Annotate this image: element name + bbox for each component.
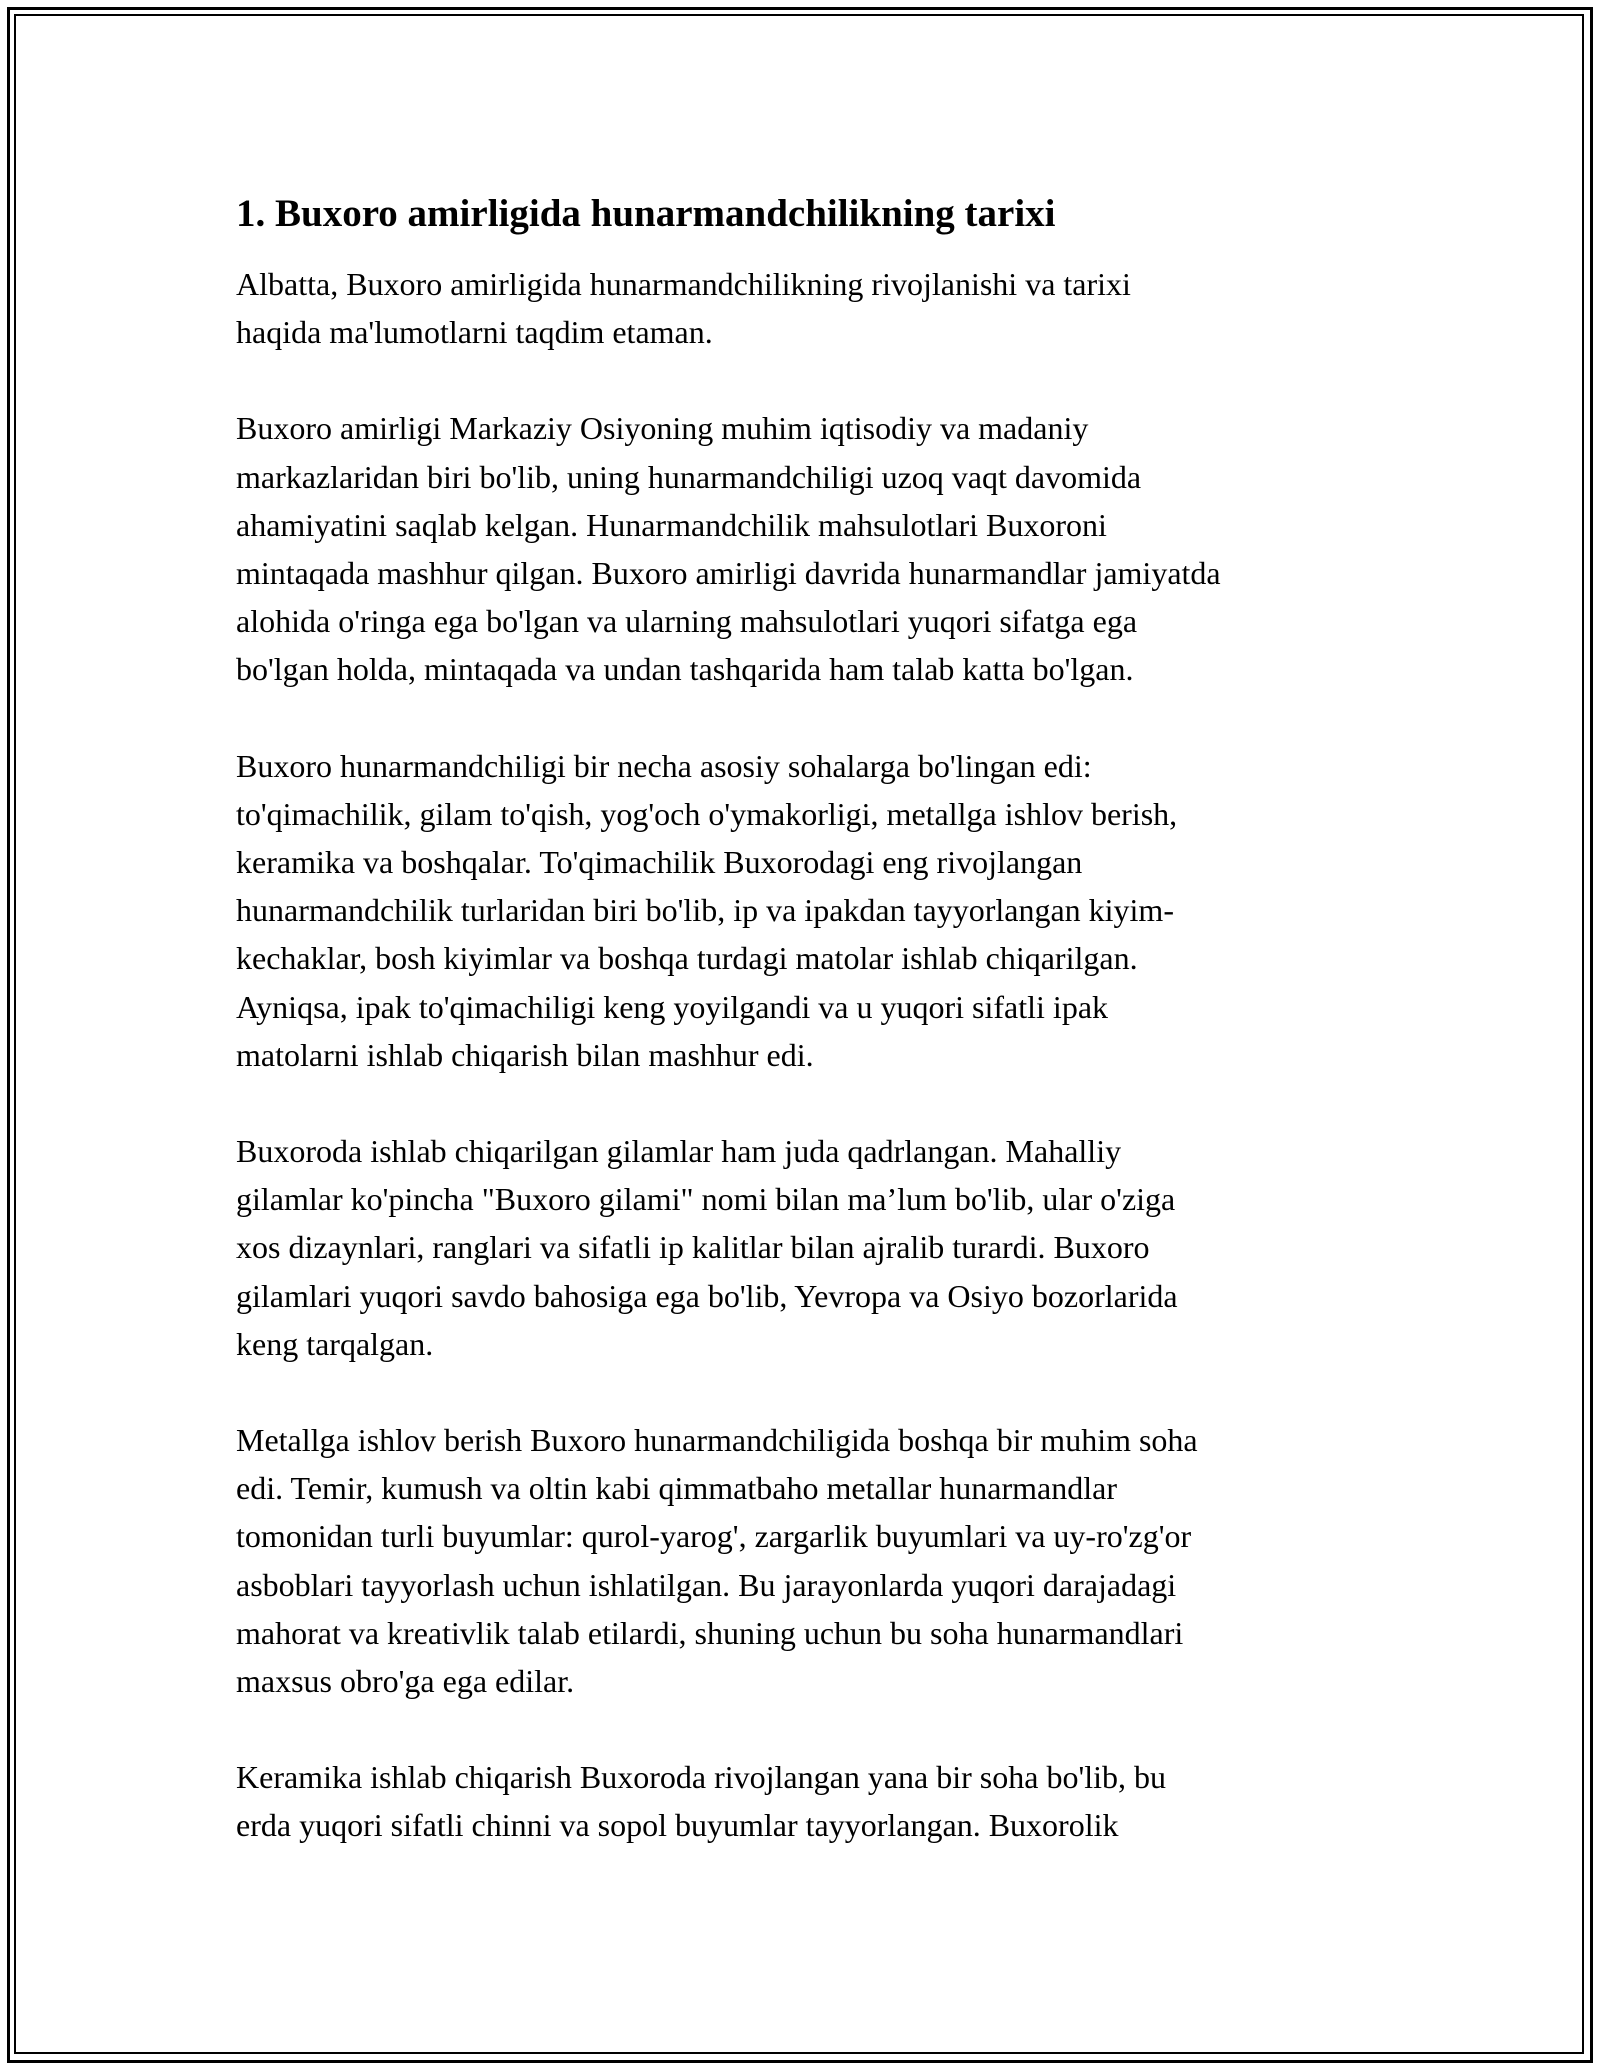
paragraph-textiles — [236, 742, 1366, 1079]
paragraph-overview — [236, 404, 1366, 693]
text-line: keng tarqalgan. — [236, 1325, 434, 1362]
text-line: mahorat va kreativlik talab etilardi, shuning uchun bu soha hunarmandlari — [236, 1614, 1184, 1651]
paragraph-metalwork — [236, 1416, 1366, 1705]
text-line: to'qimachilik, gilam to'qish, yog'och o'ymakorligi, metallga ishlov berish, — [236, 795, 1178, 832]
text-line: hunarmandchilik turlaridan biri bo'lib, ip va ipakdan tayyorlangan kiyim- — [236, 892, 1174, 929]
text-line: Buxoroda ishlab chiqarilgan gilamlar ham juda qadrlangan. Mahalliy — [236, 1133, 1122, 1170]
text-line: erda yuqori sifatli chinni va sopol buyumlar tayyorlangan. Buxorolik — [236, 1807, 1119, 1844]
text-line: tomonidan turli buyumlar: qurol-yarog', zargarlik buyumlari va uy-ro'zg'or — [236, 1518, 1192, 1555]
paragraph-carpets — [236, 1127, 1366, 1368]
paragraph-intro — [236, 260, 1366, 356]
text-line: Buxoro amirligi Markaziy Osiyoning muhim iqtisodiy va madaniy — [236, 410, 1089, 447]
text-line: ahamiyatini saqlab kelgan. Hunarmandchilik mahsulotlari Buxoroni — [236, 506, 1107, 543]
text-line: maxsus obro'ga ega edilar. — [236, 1663, 575, 1700]
text-line: xos dizaynlari, ranglari va sifatli ip kalitlar bilan ajralib turardi. Buxoro — [236, 1229, 1150, 1266]
document-body — [236, 186, 1366, 1898]
text-line: bo'lgan holda, mintaqada va undan tashqarida ham talab katta bo'lgan. — [236, 651, 1134, 688]
text-line: edi. Temir, kumush va oltin kabi qimmatbaho metallar hunarmandlar — [236, 1470, 1117, 1507]
text-line: mintaqada mashhur qilgan. Buxoro amirligi davrida hunarmandlar jamiyatda — [236, 555, 1221, 592]
text-line: Albatta, Buxoro amirligida hunarmandchilikning rivojlanishi va tarixi — [236, 266, 1131, 302]
text-line: Keramika ishlab chiqarish Buxoroda rivojlangan yana bir soha bo'lib, bu — [236, 1759, 1166, 1796]
text-line: matolarni ishlab chiqarish bilan mashhur edi. — [236, 1036, 814, 1073]
text-line: gilamlar ko'pincha "Buxoro gilami" nomi bilan ma’lum bo'lib, ular o'ziga — [236, 1181, 1176, 1218]
text-line: haqida ma'lumotlarni taqdim etaman. — [236, 314, 713, 351]
text-line: Buxoro hunarmandchiligi bir necha asosiy sohalarga bo'lingan edi: — [236, 747, 1092, 784]
paragraph-ceramics — [236, 1753, 1366, 1849]
text-line: keramika va boshqalar. To'qimachilik Buxorodagi eng rivojlangan — [236, 844, 1083, 881]
text-line: Metallga ishlov berish Buxoro hunarmandchiligida boshqa bir muhim soha — [236, 1422, 1198, 1459]
text-line: gilamlari yuqori savdo bahosiga ega bo'lib, Yevropa va Osiyo bozorlarida — [236, 1277, 1178, 1314]
text-line: alohida o'ringa ega bo'lgan va ularning mahsulotlari yuqori sifatga ega — [236, 603, 1138, 640]
section-heading: 1. Buxoro amirligida hunarmandchilikning tarixi — [236, 192, 1056, 235]
text-line: asboblari tayyorlash uchun ishlatilgan. Bu jarayonlarda yuqori darajadagi — [236, 1566, 1177, 1603]
text-line: markazlaridan biri bo'lib, uning hunarmandchiligi uzoq vaqt davomida — [236, 458, 1142, 495]
text-line: Ayniqsa, ipak to'qimachiligi keng yoyilgandi va u yuqori sifatli ipak — [236, 988, 1109, 1025]
text-line: kechaklar, bosh kiyimlar va boshqa turdagi matolar ishlab chiqarilgan. — [236, 940, 1138, 977]
